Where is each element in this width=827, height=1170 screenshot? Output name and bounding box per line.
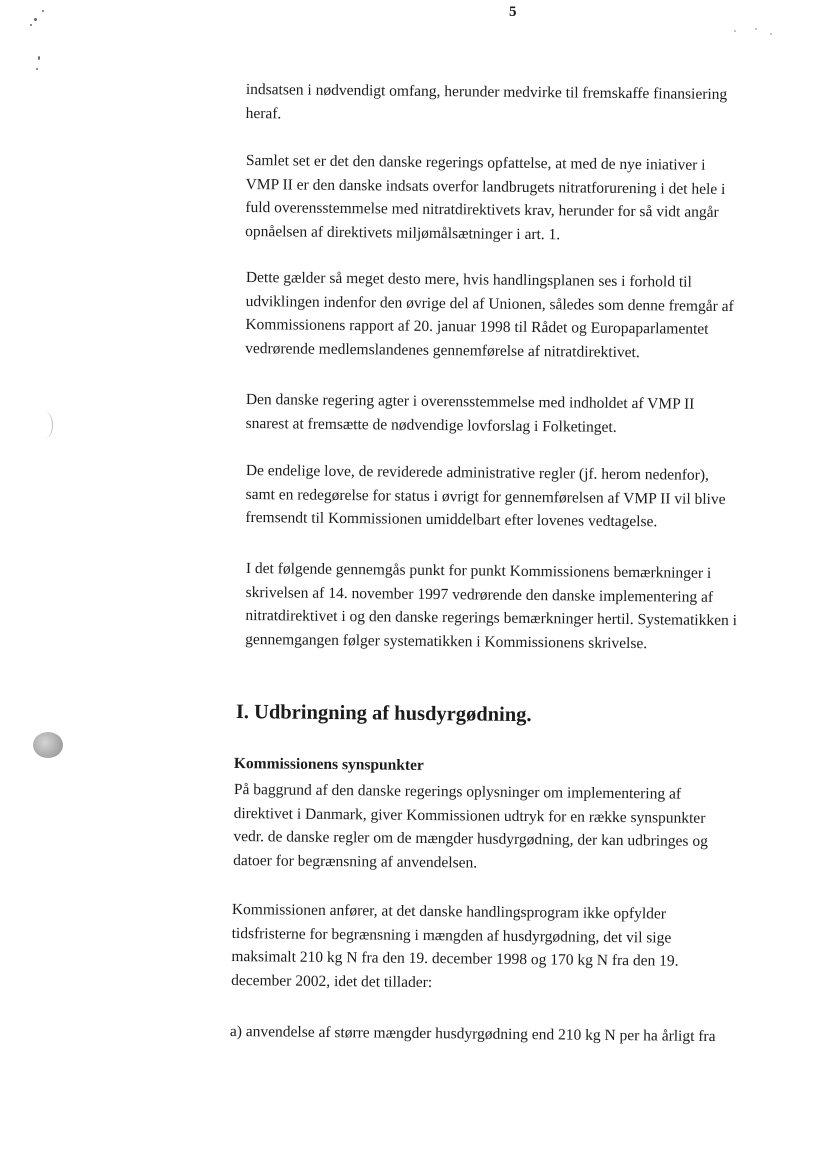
paragraph xyxy=(233,778,774,878)
text-line: På baggrund af den danske regerings oplysninger om implementering af xyxy=(233,780,682,803)
punch-hole xyxy=(33,732,63,758)
text-line: opnåelsen af direktivets miljømålsætninger i art. 1. xyxy=(245,222,561,243)
text-line: gennemgangen følger systematikken i Kommissionens skrivelse. xyxy=(245,630,648,652)
subheading: Kommissionens synspunkter xyxy=(233,755,424,774)
text-line: samt en redegørelse for status i øvrigt for gennemførelsen af VMP II vil blive xyxy=(245,485,726,508)
text-line: vedr. de danske regler om de mængder husdyrgødning, der kan udbringes og xyxy=(233,827,708,850)
text-line: fremsendt til Kommissionen umiddelbart efter lovenes vedtagelse. xyxy=(245,508,658,531)
text-line: Den danske regering agter i overensstemmelse med indholdet af VMP II xyxy=(245,390,695,413)
scan-mark xyxy=(38,412,53,438)
paragraph xyxy=(245,149,786,249)
text-line: I det følgende gennemgås punkt for punkt Kommissionens bemærkninger i xyxy=(245,559,712,582)
section-heading: I. Udbringning af husdyrgødning. xyxy=(235,701,532,727)
text-line: direktivet i Danmark, giver Kommissionen udtryk for en række synspunkter xyxy=(233,804,706,827)
text-line: Samlet set er det den danske regerings opfattelse, at med de nye iniativer i xyxy=(245,151,706,174)
paragraph xyxy=(246,78,786,131)
page-number: 5 xyxy=(509,4,517,20)
text-line: nitratdirektivet i og den danske regerings bemærkninger hertil. Systematikken i xyxy=(245,606,738,630)
text-line: Kommissionens rapport af 20. januar 1998 til Rådet og Europaparlamentet xyxy=(245,315,709,338)
paragraph xyxy=(245,557,786,657)
text-line: De endelige love, de reviderede administrative regler (jf. herom nedenfor), xyxy=(245,461,710,484)
text-line: udviklingen indenfor den øvrige del af Unionen, således som denne fremgår af xyxy=(245,292,734,315)
paragraph xyxy=(245,459,786,535)
text-line: december 2002, idet det tillader: xyxy=(231,971,433,991)
text-line: vedrørende medlemslandenes gennemførelse af nitratdirektivet. xyxy=(245,339,640,361)
text-line: VMP II er den danske indsats overfor landbrugets nitratforurening i det hele i xyxy=(245,175,726,198)
scan-speck xyxy=(34,18,37,21)
scan-speck xyxy=(755,28,757,30)
paragraph xyxy=(230,1020,770,1049)
text-line: maksimalt 210 kg N fra den 19. december 1998 og 170 kg N fra den 19. xyxy=(231,947,679,970)
text-line: tidsfristerne for begrænsning i mængden af husdyrgødning, det vil sige xyxy=(231,924,672,947)
text-line: datoer for begrænsning af anvendelsen. xyxy=(233,851,478,872)
text-line: Kommissionen anfører, at det danske handlingsprogram ikke opfylder xyxy=(231,900,667,923)
text-line: fuld overensstemmelse med nitratdirektivets krav, herunder for så vidt angår xyxy=(245,198,719,221)
text-line: heraf. xyxy=(245,104,282,122)
text-line: indsatsen i nødvendigt omfang, herunder medvirke til fremskaffe finansiering xyxy=(245,80,728,104)
scan-speck xyxy=(36,68,38,70)
scan-speck xyxy=(30,24,32,26)
text-line: skrivelsen af 14. november 1997 vedrørende den danske implementering af xyxy=(245,583,714,606)
paragraph xyxy=(245,266,786,366)
text-line: a) anvendelse af større mængder husdyrgødning end 210 kg N per ha årligt fra xyxy=(229,1022,716,1046)
text-line: snarest at fremsætte de nødvendige lovforslag i Folketinget. xyxy=(245,414,617,436)
paragraph xyxy=(246,388,786,441)
paragraph xyxy=(231,898,772,998)
scan-speck xyxy=(734,30,736,32)
scan-speck xyxy=(38,56,40,60)
scan-speck xyxy=(42,10,44,12)
text-line: Dette gælder så meget desto mere, hvis handlingsplanen ses i forhold til xyxy=(245,268,692,291)
scan-speck xyxy=(770,33,772,35)
